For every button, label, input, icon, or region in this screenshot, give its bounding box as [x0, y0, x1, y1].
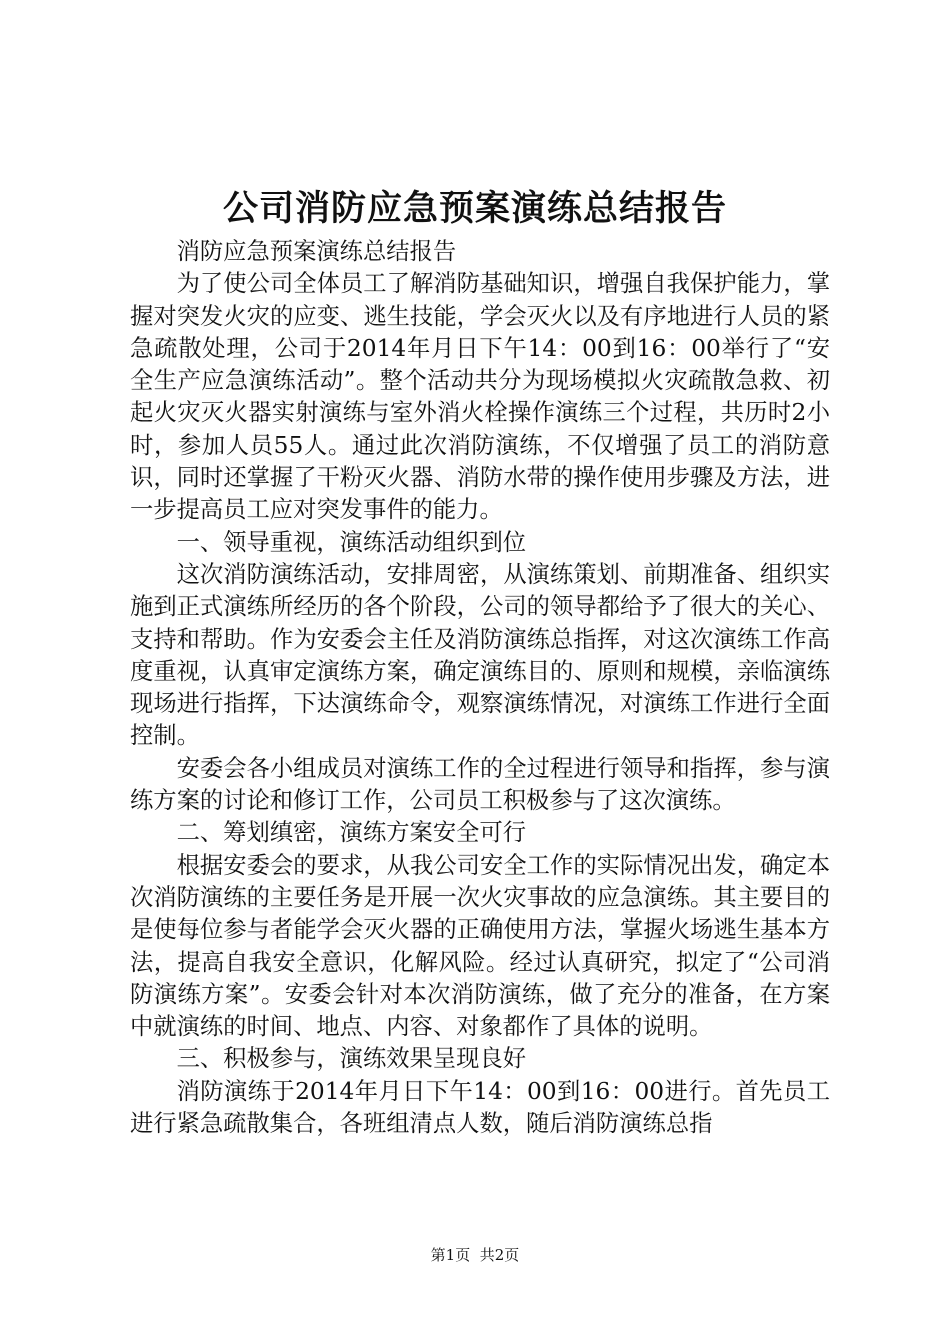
document-body: [130, 236, 830, 1140]
page-footer: [0, 1245, 950, 1265]
section-heading-1: 一、领导重视，演练活动组织到位: [176, 528, 527, 556]
paragraph-intro: 为了使公司全体员工了解消防基础知识，增强自我保护能力，掌握对突发火灾的应变、逃生技能，学会灭火以及有序地进行人员的紧急疏散处理，公司于2014年月日下午14：00到16：00举行了“安全生产应急演练活动”。整个活动共分为现场模拟火灾疏散急救、初起火灾灭火器实射演练与室外消火栓操作演练三个过程，共历时2小时，参加人员55人。通过此次消防演练，不仅增强了员工的消防意识，同时还掌握了干粉灭火器、消防水带的操作使用步骤及方法，进一步提高员工应对突发事件的能力。: [130, 270, 830, 524]
document-title: 公司消防应急预案演练总结报告: [222, 189, 727, 229]
section-heading-3: 三、积极参与，演练效果呈现良好: [176, 1045, 527, 1073]
page-total: 共2页: [479, 1246, 520, 1264]
section-heading-2: 二、筹划缜密，演练方案安全可行: [176, 819, 527, 847]
page-number: 第1页: [430, 1246, 471, 1264]
paragraph-section-3: 消防演练于2014年月日下午14：00到16：00进行。首先员工进行紧急疏散集合，各班组清点人数，随后消防演练总指: [130, 1077, 830, 1138]
paragraph-section-1b: 安委会各小组成员对演练工作的全过程进行领导和指挥，参与演练方案的讨论和修订工作，公司员工积极参与了这次演练。: [130, 754, 830, 815]
paragraph-section-2: 根据安委会的要求，从我公司安全工作的实际情况出发，确定本次消防演练的主要任务是开展一次火灾事故的应急演练。其主要目的是使每位参与者能学会灭火器的正确使用方法，掌握火场逃生基本方法，提高自我安全意识，化解风险。经过认真研究，拟定了“公司消防演练方案”。安委会针对本次消防演练，做了充分的准备，在方案中就演练的时间、地点、内容、对象都作了具体的说明。: [130, 851, 830, 1041]
paragraph-section-1a: 这次消防演练活动，安排周密，从演练策划、前期准备、组织实施到正式演练所经历的各个阶段，公司的领导都给予了很大的关心、支持和帮助。作为安委会主任及消防演练总指挥，对这次演练工作高度重视，认真审定演练方案，确定演练目的、原则和规模，亲临演练现场进行指挥，下达演练命令，观察演练情况，对演练工作进行全面控制。: [130, 560, 830, 750]
document-subtitle: 消防应急预案演练总结报告: [176, 238, 457, 265]
